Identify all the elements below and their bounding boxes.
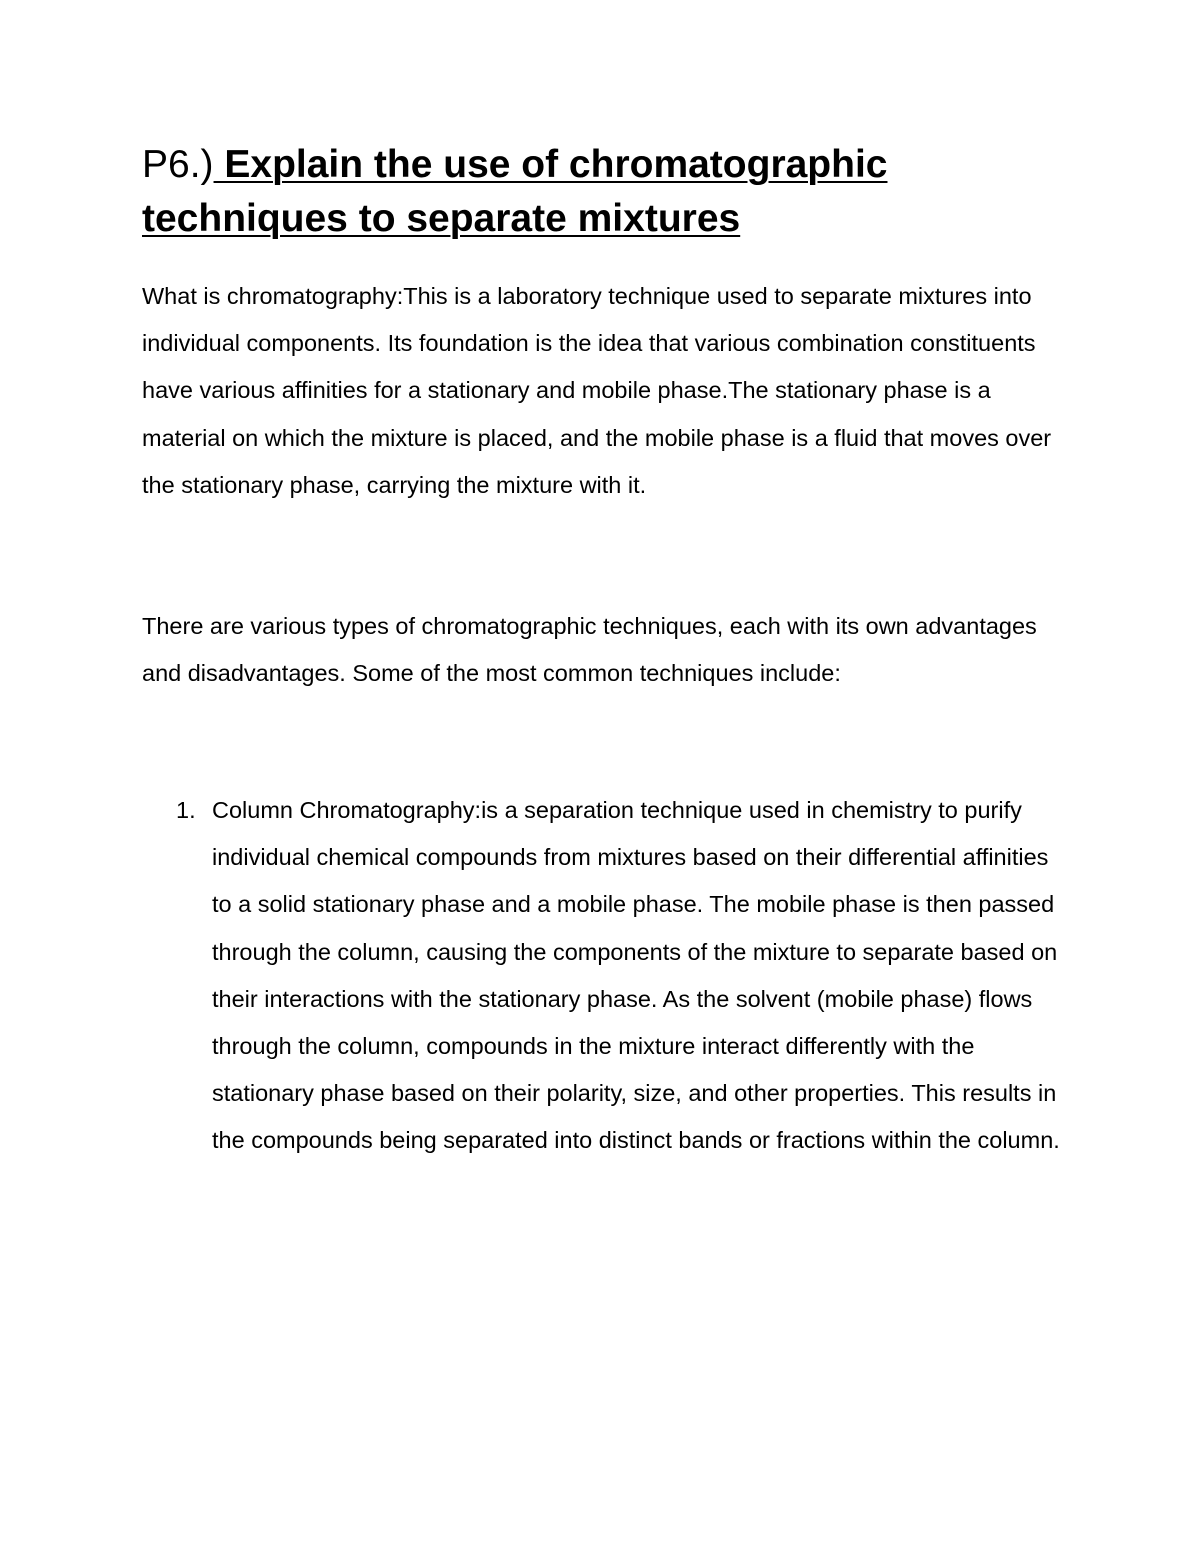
definition-paragraph: What is chromatography:This is a laboratory technique used to separate mixtures into individual components. Its foundation is the idea that various combination constituents have various affinities for a stationary and mobile phase.The stationary phase is a material on which the mixture is placed, and the mobile phase is a fluid that moves over the stationary phase, carrying the mixture with it. (142, 283, 1052, 498)
question-title: Explain the use of chromatographic techniques to separate mixtures (142, 143, 888, 240)
list-item-text: Column Chromatography:is a separation technique used in chemistry to purify individual chemical compounds from mixtures based on their differential affinities to a solid stationary phase and a mobile phase. The mobile phase is then passed through the column, causing the components of the mixture to separate based on their interactions with the stationary phase. As the solvent (mobile phase) flows through the column, compounds in the mixture interact differently with the stationary phase based on their polarity, size, and other properties. This results in the compounds being separated into distinct bands or fractions within the column. (212, 797, 1060, 1154)
page-title (142, 138, 1082, 246)
techniques-intro-paragraph: There are various types of chromatographic techniques, each with its own advantages and disadvantages. Some of the most common techniques include: (142, 613, 1037, 687)
techniques-list (142, 787, 1072, 1165)
list-item-number: 1. (176, 797, 196, 823)
question-number: P6.) (142, 143, 214, 186)
list-item (142, 787, 1072, 1165)
